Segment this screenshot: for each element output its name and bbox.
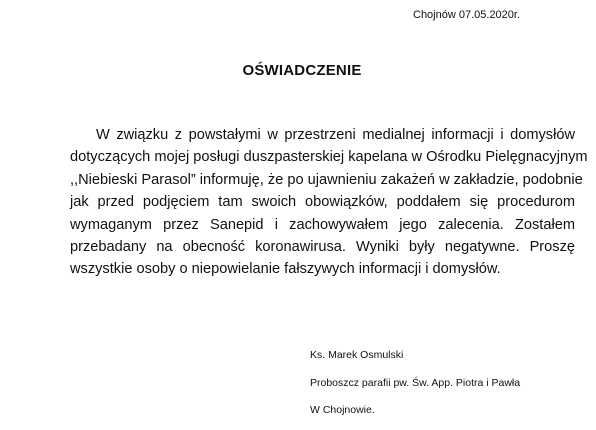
- signature-name: Ks. Marek Osmulski: [310, 349, 404, 361]
- body-line: przebadany na obecność koronawirusa. Wyniki były negatywne. Proszę: [70, 239, 575, 256]
- body-line: dotyczących mojej posługi duszpasterskiej kapelana w Ośrodku Pielęgnacyjnym: [70, 149, 588, 166]
- document-title: OŚWIADCZENIE: [242, 62, 362, 79]
- statement-body: [70, 124, 588, 281]
- place-date: Chojnów 07.05.2020r.: [413, 9, 521, 21]
- body-line: W związku z powstałymi w przestrzeni medialnej informacji i domysłów: [96, 127, 575, 143]
- body-line: jak przed podjęciem tam swoich obowiązków, poddałem się procedurom: [70, 194, 575, 211]
- signature-place: W Chojnowie.: [310, 404, 375, 416]
- body-line: wymaganym przez Sanepid i zachowywałem jego zalecenia. Zostałem: [70, 216, 575, 233]
- body-line: ,,Niebieski Parasol” informuję, że po ujawnieniu zakażeń w zakładzie, podobnie: [70, 171, 583, 188]
- signature-role: Proboszcz parafii pw. Św. App. Piotra i Pawła: [310, 377, 521, 389]
- body-line: wszystkie osoby o niepowielanie fałszywych informacji i domysłów.: [70, 261, 501, 278]
